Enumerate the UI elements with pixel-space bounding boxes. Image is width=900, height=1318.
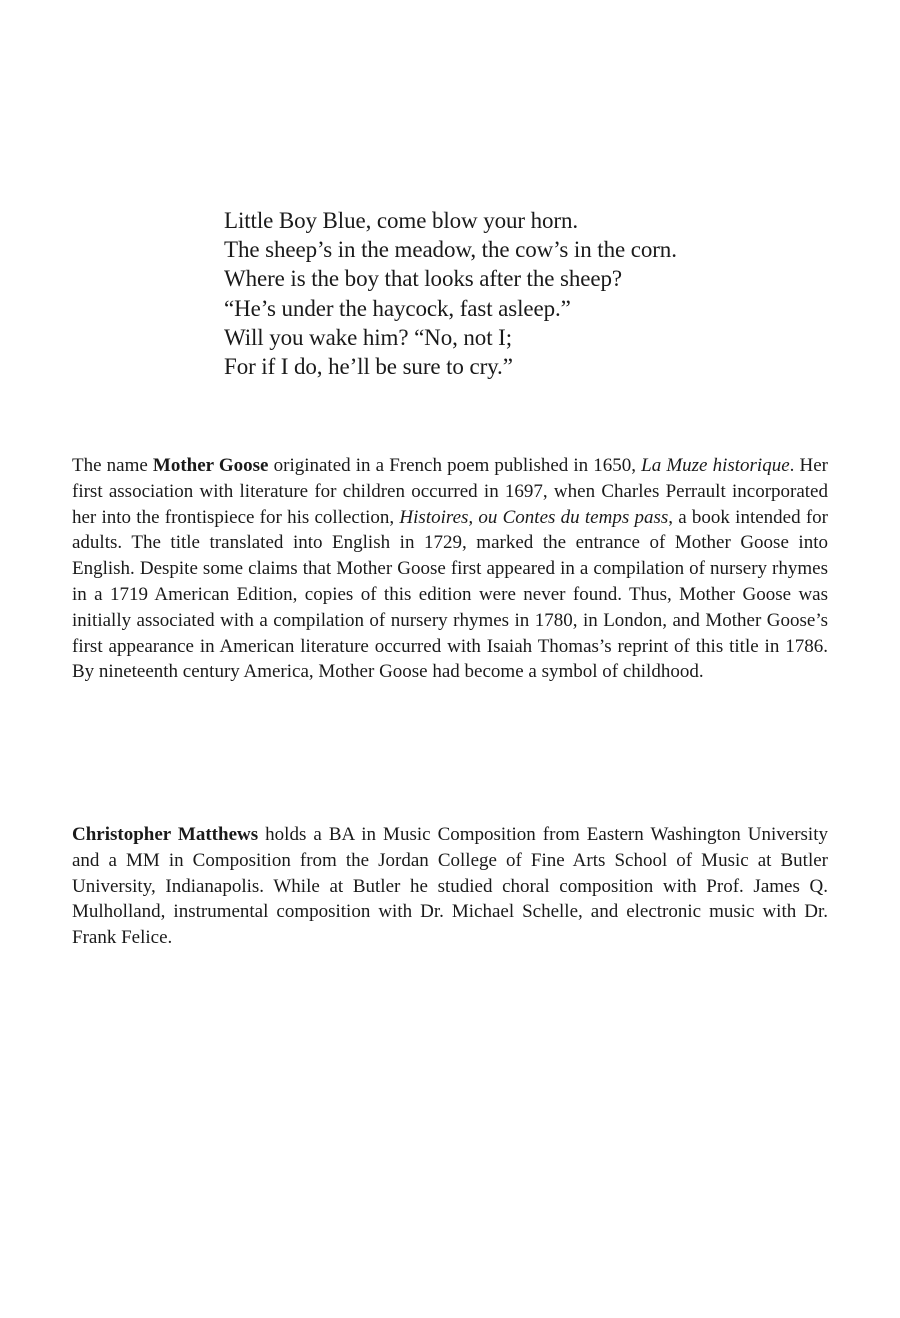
history-text: The name bbox=[72, 455, 153, 476]
la-muze-title: La Muze historique bbox=[641, 455, 790, 476]
bio-text: holds a BA in Music Composition from Eastern Washington University and a MM in Composition from the Jordan College of Fine Arts School of Music at Butler University, Indianapolis. While at Butler he studied choral composition with Prof. James Q. Mulholland, instrumental composition with Dr. Michael Schelle, and electronic music with Dr. Frank Felice. bbox=[72, 824, 828, 949]
history-text: , a book intended for adults. The title translated into English in 1729, marked the entrance of Mother Goose into English. Despite some claims that Mother Goose first appeared in a compilation of nursery rhymes in a 1719 American Edition, copies of this edition were never found. Thus, Mother Goose was initially associated with a compilation of nursery rhymes in 1780, in London, and Mother Goose’s first appearance in American literature occurred with Isaiah Thomas’s reprint of this title in 1786. By nineteenth century America, Mother Goose had become a symbol of childhood. bbox=[72, 506, 828, 683]
poem-line: “He’s under the haycock, fast asleep.” bbox=[224, 295, 571, 321]
poem-line: The sheep’s in the meadow, the cow’s in the corn. bbox=[224, 237, 677, 263]
mother-goose-term: Mother Goose bbox=[152, 455, 269, 476]
composer-name: Christopher Matthews bbox=[72, 824, 259, 845]
poem-line: For if I do, he’ll be sure to cry.” bbox=[224, 354, 513, 380]
mother-goose-history-paragraph bbox=[72, 453, 828, 685]
histoires-title: Histoires, ou Contes du temps pass bbox=[399, 506, 669, 528]
poem-little-boy-blue bbox=[224, 206, 677, 381]
poem-line: Little Boy Blue, come blow your horn. bbox=[224, 208, 579, 233]
history-text: originated in a French poem published in 1650, bbox=[268, 455, 642, 476]
composer-bio-paragraph bbox=[72, 822, 828, 951]
poem-line: Will you wake him? “No, not I; bbox=[224, 324, 512, 350]
poem-line: Where is the boy that looks after the sheep? bbox=[224, 266, 622, 292]
history-text: . Her first association with literature for children occurred in 1697, when Charles Perrault incorporated her into the frontispiece for his collection, bbox=[72, 455, 829, 528]
